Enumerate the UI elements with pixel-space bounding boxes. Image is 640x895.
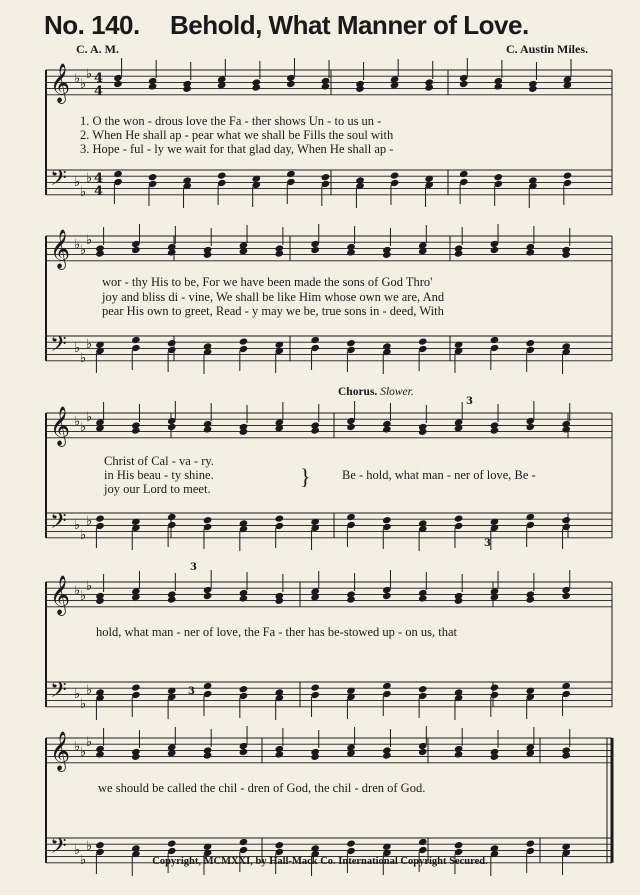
flat-icon: ♭ — [86, 232, 93, 247]
note-head — [321, 82, 331, 90]
note-head — [131, 426, 141, 434]
note-head — [526, 423, 536, 431]
note-head — [131, 336, 141, 344]
note-head — [131, 246, 141, 254]
bass-clef-icon: 𝄢 — [50, 332, 67, 362]
flat-icon: ♭ — [86, 170, 93, 185]
flat-icon: ♭ — [86, 336, 93, 351]
note-head — [418, 685, 428, 693]
triplet-mark: 3 — [484, 538, 491, 549]
note-head — [561, 682, 571, 690]
bass-clef-icon: 𝄢 — [50, 678, 67, 708]
time-signature: 4 — [94, 171, 104, 186]
note-head — [382, 592, 392, 600]
flat-icon: ♭ — [80, 588, 87, 603]
lyric-line: hold, what man - ner of love, the Fa - ther has be-stowed up - on us, that — [96, 625, 458, 639]
flat-icon: ♭ — [86, 513, 93, 528]
triplet-mark: 3 — [466, 396, 473, 407]
lyric-line: joy our Lord to meet. — [104, 482, 211, 496]
note-head — [346, 839, 356, 847]
note-head — [239, 748, 249, 756]
note-head — [167, 423, 177, 431]
note-head — [148, 173, 158, 181]
note-head — [346, 339, 356, 347]
note-head — [239, 594, 249, 602]
note-head — [390, 171, 400, 179]
time-signature: 4 — [94, 84, 104, 99]
note-head — [275, 841, 285, 849]
flat-icon: ♭ — [74, 686, 81, 701]
composer-credit: C. Austin Miles. — [505, 42, 588, 56]
note-head — [526, 595, 536, 603]
note-head — [167, 339, 177, 347]
note-head — [310, 683, 320, 691]
lyric-line: joy and bliss di - vine, We shall be like Him whose own we are, And — [102, 290, 445, 304]
hymn-number: No. 140. — [44, 10, 140, 40]
lyric-line: 1. O the won - drous love the Fa - ther shows Un - to us un - — [80, 114, 382, 128]
flat-icon: ♭ — [80, 242, 87, 257]
note-head — [346, 423, 356, 431]
lyric-line: wor - thy His to be, For we have been made the sons of God Thro' — [102, 275, 433, 289]
triplet-mark: 3 — [190, 562, 197, 573]
note-head — [382, 516, 392, 524]
flat-icon: ♭ — [80, 527, 87, 542]
note-head — [490, 683, 500, 691]
flat-icon: ♭ — [80, 852, 87, 867]
note-head — [252, 83, 262, 91]
flat-icon: ♭ — [80, 696, 87, 711]
flat-icon: ♭ — [86, 578, 93, 593]
note-head — [382, 682, 392, 690]
note-head — [563, 171, 573, 179]
lyric-line: in His beau - ty shine. — [104, 468, 214, 482]
note-head — [239, 337, 249, 345]
flat-icon: ♭ — [74, 70, 81, 86]
note-head — [346, 248, 356, 256]
note-head — [526, 248, 536, 256]
lyric-line: 2. When He shall ap - pear what we shall be Fills the soul with — [80, 128, 394, 142]
flat-icon: ♭ — [74, 340, 81, 355]
flat-icon: ♭ — [74, 738, 81, 754]
treble-clef-icon: 𝄞 — [50, 63, 71, 103]
note-head — [310, 336, 320, 344]
note-head — [454, 514, 464, 522]
flat-icon: ♭ — [80, 76, 87, 91]
note-head — [346, 513, 356, 521]
note-head — [167, 248, 177, 256]
note-head — [167, 513, 177, 521]
refrain-line: Be - hold, what man - ner of love, Be - — [342, 468, 536, 482]
note-head — [95, 249, 105, 257]
note-head — [239, 685, 249, 693]
note-head — [95, 841, 105, 849]
note-head — [382, 751, 392, 759]
flat-icon: ♭ — [74, 582, 81, 598]
note-head — [321, 173, 331, 181]
note-head — [418, 594, 428, 602]
flat-icon: ♭ — [80, 744, 87, 759]
note-head — [346, 595, 356, 603]
flat-icon: ♭ — [86, 682, 93, 697]
note-head — [561, 751, 571, 759]
flat-icon: ♭ — [74, 174, 81, 189]
flat-icon: ♭ — [80, 419, 87, 434]
note-head — [459, 170, 469, 178]
lyric-line: pear His own to greet, Read - y may we be, true sons in - deed, With — [102, 304, 444, 318]
note-head — [113, 80, 123, 88]
note-head — [275, 514, 285, 522]
note-head — [526, 339, 536, 347]
note-head — [286, 170, 296, 178]
note-head — [382, 425, 392, 433]
lyric-line: we should be called the chil - dren of God, the chil - dren of God. — [98, 781, 426, 795]
lyric-line: Christ of Cal - va - ry. — [104, 454, 214, 468]
note-head — [424, 83, 434, 91]
note-head — [286, 80, 296, 88]
note-head — [561, 425, 571, 433]
hymn-title: Behold, What Manner of Love. — [170, 10, 529, 40]
note-head — [490, 336, 500, 344]
bass-clef-icon: 𝄢 — [50, 509, 67, 539]
note-head — [113, 170, 123, 178]
time-signature: 4 — [94, 71, 104, 86]
treble-clef-icon: 𝄞 — [50, 229, 71, 269]
note-head — [95, 514, 105, 522]
verse-brace: } — [300, 464, 311, 489]
note-head — [526, 839, 536, 847]
flat-icon: ♭ — [74, 413, 81, 429]
chorus-label: Chorus. Slower. — [338, 386, 414, 398]
note-head — [131, 683, 141, 691]
note-head — [494, 82, 504, 90]
note-head — [494, 173, 504, 181]
note-head — [275, 249, 285, 257]
note-head — [454, 841, 464, 849]
lyric-line: 3. Hope - ful - ly we wait for that glad day, When He shall ap - — [80, 142, 394, 156]
flat-icon: ♭ — [80, 184, 87, 199]
note-head — [95, 750, 105, 758]
note-head — [203, 516, 213, 524]
flat-icon: ♭ — [74, 517, 81, 532]
note-head — [490, 246, 500, 254]
flat-icon: ♭ — [74, 236, 81, 252]
note-head — [148, 82, 158, 90]
note-head — [561, 592, 571, 600]
note-head — [418, 838, 428, 846]
note-head — [217, 171, 227, 179]
note-head — [418, 748, 428, 756]
note-head — [203, 682, 213, 690]
note-head — [167, 839, 177, 847]
note-head — [459, 80, 469, 88]
flat-icon: ♭ — [86, 66, 93, 81]
note-head — [310, 246, 320, 254]
note-head — [561, 516, 571, 524]
note-head — [490, 426, 500, 434]
note-head — [203, 425, 213, 433]
note-head — [454, 249, 464, 257]
note-head — [167, 595, 177, 603]
flat-icon: ♭ — [86, 734, 93, 749]
note-head — [526, 513, 536, 521]
bass-clef-icon: 𝄢 — [50, 166, 67, 196]
flat-icon: ♭ — [86, 838, 93, 853]
bass-clef-icon: 𝄢 — [50, 834, 67, 864]
note-head — [454, 750, 464, 758]
note-head — [203, 592, 213, 600]
note-head — [310, 426, 320, 434]
copyright-notice: Copyright, MCMXXI, by Hall-Mack Co. International Copyright Secured. — [152, 856, 488, 867]
note-head — [418, 337, 428, 345]
note-head — [275, 750, 285, 758]
triplet-mark: 3 — [188, 686, 195, 697]
flat-icon: ♭ — [86, 409, 93, 424]
lyricist-credit: C. A. M. — [76, 42, 119, 56]
treble-clef-icon: 𝄞 — [50, 575, 71, 615]
treble-clef-icon: 𝄞 — [50, 406, 71, 446]
flat-icon: ♭ — [80, 350, 87, 365]
flat-icon: ♭ — [74, 842, 81, 857]
note-head — [239, 838, 249, 846]
note-head — [203, 751, 213, 759]
treble-clef-icon: 𝄞 — [50, 731, 71, 771]
time-signature: 4 — [94, 184, 104, 199]
